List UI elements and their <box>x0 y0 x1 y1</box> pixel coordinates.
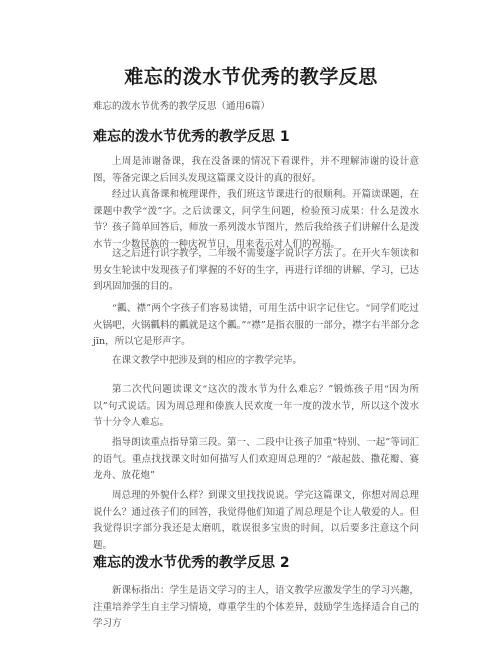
document-subtitle: 难忘的泼水节优秀的教学反思（通用6篇） <box>93 101 271 112</box>
paragraph: 上周是沛谢备课，我在没备课的情况下看课件，并不理解沛谢的设计意图，等备完课之后回头发现这篇课文设计的真的很好。 <box>93 156 419 184</box>
paragraph: “瓤、襟”两个字孩子们容易读错，可用生活中识字记住它。“同学们吃过火锅吧，火锅瓤料的瓤就是这个瓤。”“襟”是指衣服的一部分，襟字右半部分念jīn，所以它是形声字。 <box>93 303 419 347</box>
document-title: 难忘的泼水节优秀的教学反思 <box>124 66 378 88</box>
paragraph: 第二次代问题读课文“这次的泼水节为什么难忘？”锻炼孩子用“因为所以”句式说话。因为周总理和傣族人民欢度一年一度的泼水节，所以这个泼水节十分令人难忘。 <box>93 384 419 428</box>
paragraph: 在课文教学中把涉及到的相应的字教学完毕。 <box>112 355 303 366</box>
paragraph: 经过认真备课和梳理课件，我们班这节课进行的很顺利。开篇读课题，在课题中教学“泼”字。之后读课文，问学生问题，检验预习成果：什么是泼水节？孩子简单回答后，师放一系列泼水节图片，然后我给孩子们讲解什么是泼水节一少数民族的一种庆祝节日，用来表示对人们的祝福。 <box>93 189 419 250</box>
section-heading: 难忘的泼水节优秀的教学反思 2 <box>93 555 290 571</box>
paragraph: 新课标指出：学生是语文学习的主人，语文教学应激发学生的学习兴趣，注重培养学生自主学习情境，尊重学生的个体差异，鼓励学生选择适合自己的学习方 <box>93 585 419 629</box>
section-heading: 难忘的泼水节优秀的教学反思 1 <box>93 129 290 145</box>
paragraph: 指导朗读重点指导第三段。第一、二段中让孩子加重“特别、一起”等词汇的语气。重点找找课文时如何描写人们欢迎周总理的？“敲起鼓、撒花瓣、赛龙舟、放花炮” <box>93 437 419 481</box>
paragraph: 周总理的外貌什么样？到课文里找找说说。学完这篇课文，你想对周总理说什么？通过孩子们的回答，我觉得他们知道了周总理是个让人敬爱的人。但我觉得识字部分我还是太磨叽，耽误很多宝贵的时间，以后要多注意这个问题。 <box>93 490 419 551</box>
paragraph: 这之后进行识字教学，二年级不需要逐字说识字方法了。在开火车领读和男女生轮读中发现孩子们掌握的不好的生字，再进行详细的讲解、学习，已达到巩固加强的目的。 <box>93 248 419 292</box>
